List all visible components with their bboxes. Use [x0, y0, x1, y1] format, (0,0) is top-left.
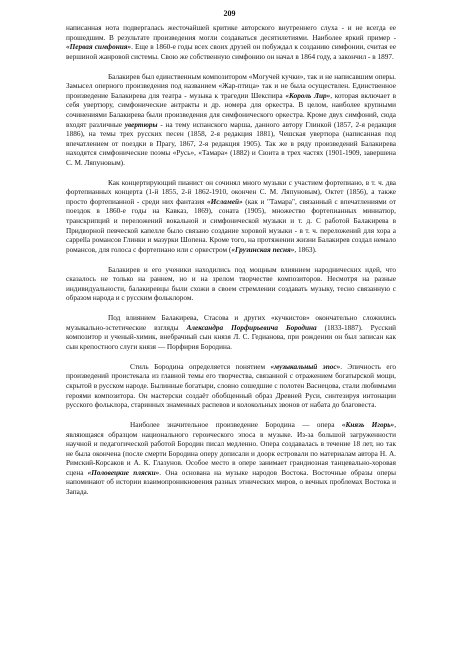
text-run: , 1863). [294, 245, 317, 254]
text-run: Балакирев был единственным композитором «Могучей кучки», так и не написавшим оперы. Замысел оперного произведения под названием «Жар-птица» так и не была осуществлен. Единственное произведение Балакирева для театра - музыка к трагедии Шекспира [66, 72, 396, 100]
text-run: . Еще в 1860-е годы всех своих друзей он побуждал к созданию симфонии, считая ее вершиной жанровой системы. Свою же собственную симфонию он начал в 1864 году, а закончил - в 1897. [66, 43, 396, 61]
emphasized-term: «музыкальный эпос» [270, 362, 341, 371]
paragraph [66, 421, 396, 498]
paragraph [66, 266, 396, 304]
text-run: , являющаяся образцом национального героического эпоса в музыке. Из-за большой загруженности научной и педагогической работой Бородин писал медленно. Опера создавалась в течение 18 лет, но так не была окончена (после смерти Бородина оперу дописали и доорк естровали по материалам автора Н. А. Римский-Корсаков и А. К. Глазунов. Особое место в опере занимает грандиозная танцевально-хоровая сцена [66, 420, 396, 477]
emphasized-term: «Грузинская песня» [231, 245, 295, 254]
emphasized-term: «Князь Игорь» [341, 420, 395, 429]
text-run: (как и "Тамара", связанный с впечатлениями от поездок в 1860-е годы на Кавказ, 1869), соната (1905), множество фортепианных миниатюр, транскрипций и переложений вокальной и симфонической музыки и т. д. С работой Балакирева в Придворной певческой капелле было связано создание хоровой музыки - в т. ч. переложений для хора a cappella романсов Глинки и мазурки Шопена. Кроме того, на протяжении жизни Балакирев создал немало романсов, для голоса с фортепиано или с оркестром ( [66, 197, 396, 254]
emphasized-term: «Первая симфония» [66, 43, 132, 52]
text-run: Наиболее значительное произведение Бородина — опера [130, 420, 342, 429]
text-run: - на тему испанского марша, данного автору Глинкой (1857, 2-я редакция 1886), на темы трех русских песен (1858, 2-я редакция 1881), Чешская увертюра (написанная под впечатлением от поездки в Прагу, 1867, 2-я редакция 1905). Так же в ряду произведений Балакирева находятся симфонические поэмы «Русь», «Тамара» (1882) и Сюита в трех частях (1901-1909, завершена С. М. Ляпуновым). [66, 120, 396, 167]
paragraph [66, 24, 396, 62]
paragraph [66, 179, 396, 256]
page-number: 209 [223, 9, 236, 18]
emphasized-term: увертюры [124, 120, 158, 129]
text-run: Балакирев и его ученики находились под мощным влиянием народнических идей, что сказалось не только на раннем, но и на зрелом творчестве композиторов. Несмотря на разные индивидуальности, балакиревцы были схожи в своем стремлении создавать музыку, тесно связанную с образом народа и с русским фольклором. [66, 265, 396, 303]
emphasized-term: Александра Порфирьевича Бородина [186, 323, 317, 332]
emphasized-term: «Исламей» [207, 197, 243, 206]
paragraph [66, 314, 396, 352]
emphasized-term: «Король Лир» [285, 91, 331, 100]
text-run: , которая включает в себя увертюру, симфонические антракты и др. номера для оркестра. В целом, наиболее крупными сочинениями Балакирева были произведения для симфонического оркестра. Кроме двух симфоний, сюда входят различные [66, 91, 396, 129]
body-text [66, 24, 396, 508]
text-run: написанная нота подвергалась жесточайшей критике авторского внутреннего слуха - и не всегда ее прошедшим. В результате произведения могли создаваться десятилетиями. Наиболее яркий пример - [66, 24, 396, 42]
text-run: Под влиянием Балакирева, Стасова и других «кучкистов» окончательно сложились музыкально-эстетические взгляды [66, 314, 396, 332]
emphasized-term: «Половецкие пляски» [87, 468, 160, 477]
text-run: Как концертирующий пианист он сочинял много музыки с участием фортепиано, в т. ч. два фортепианных концерта (1-й 1855, 2-й 1862-1910, окончен С. М. Ляпуновым), Октет (1856), а также просто фортепианной - среди них фантазия [66, 178, 396, 206]
text-run: . Она основана на музыке народов Востока. Восточные образы оперы напоминают об истории взаимопроникновения разных этнических миров, о вечных проблемах Востока и Запада. [66, 468, 396, 497]
text-run: . Эпичность его произведений проистекала из главной темы его творчества, связанной с отражением богатырской мощи, скрытой в русском народе. Былинные богатыри, словно сошедшие с полотен Васнецова, стали любимыми героями композитора. Он мастерски создаёт обобщенный образ Древней Руси, синтезируя интонации русского фольклора, старинных знаменных распевов и колокольных звонов от набата до благовеста. [66, 362, 396, 410]
text-run: (1833-1887). Русский композитор и ученый-химик, внебрачный сын князя Л. С. Гедианова, при рождении он был записан как сын крепостного слуги князя — Порфирия Бородина. [66, 323, 396, 351]
paragraph [66, 363, 396, 411]
paragraph [66, 73, 396, 169]
text-run: Стиль Бородина определяется понятием [130, 362, 271, 371]
